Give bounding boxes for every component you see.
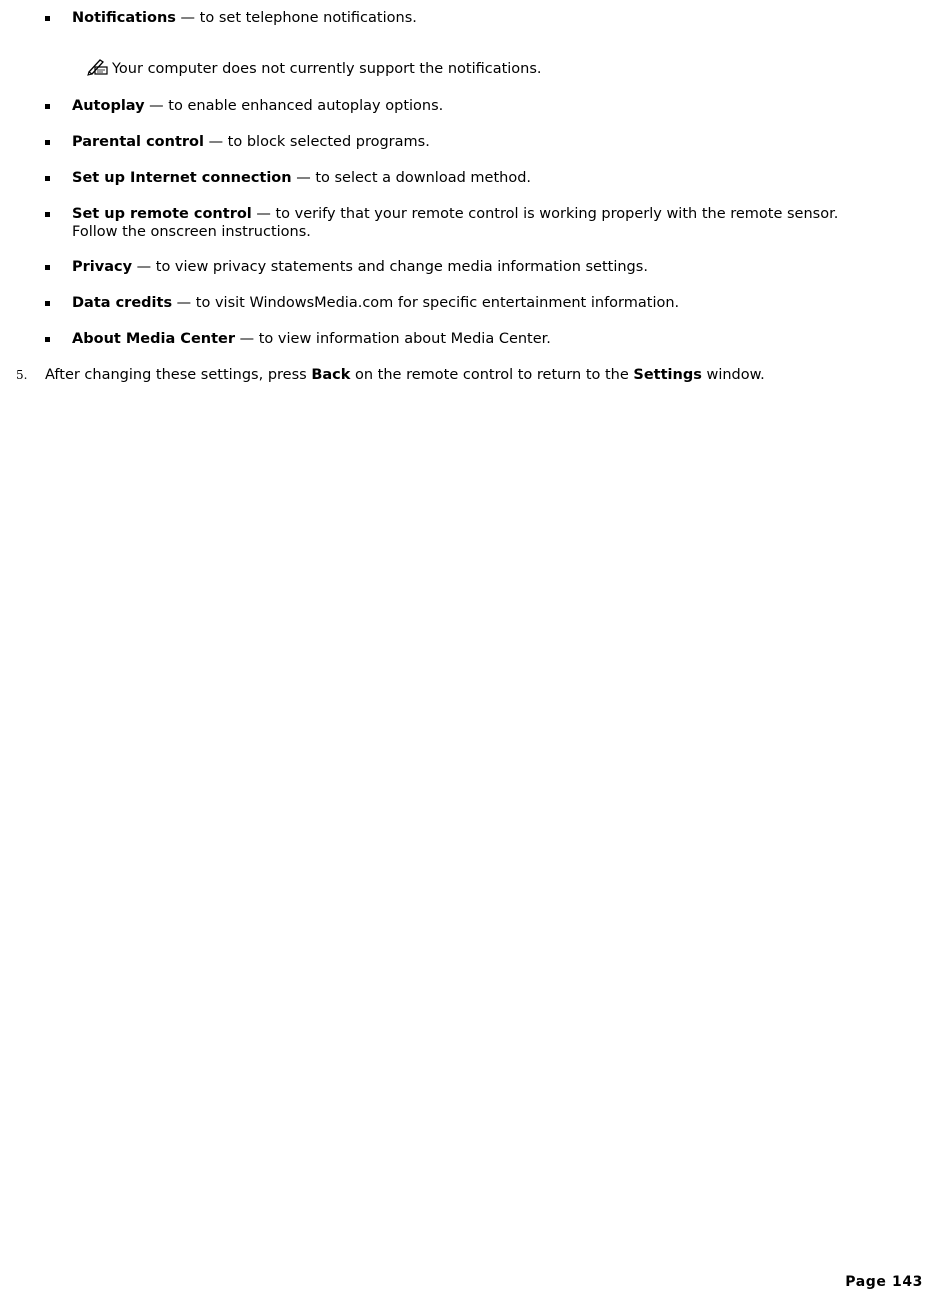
item-term: About Media Center [72,331,236,347]
item-text [72,206,872,241]
bullet-icon [45,16,50,21]
item-desc: — to select a download method. [291,170,532,186]
item-text [72,170,872,188]
step-text-after: window. [701,367,765,383]
item-desc: — to block selected programs. [203,134,430,150]
bullet-icon [45,301,50,306]
item-desc: — to set telephone notifications. [175,10,417,26]
step-bold-back: Back [311,367,351,383]
item-term: Set up remote control [72,206,252,222]
page-number: Page 143 [845,1274,923,1290]
step-text-middle: on the remote control to return to the [350,367,634,383]
step-text-before: After changing these settings, press [45,367,312,383]
item-term: Privacy [72,259,133,275]
item-text [72,98,872,116]
bullet-icon [45,140,50,145]
note [86,56,786,79]
item-desc-continued: Follow the onscreen instructions. [72,223,311,240]
step-text [45,367,865,385]
item-desc: — to view information about Media Center. [235,331,551,347]
item-term: Autoplay [72,98,145,114]
item-term: Parental control [72,134,204,150]
bullet-icon [45,265,50,270]
item-desc: — to view privacy statements and change media information settings. [132,259,648,275]
item-text [72,331,872,349]
item-desc: — to enable enhanced autoplay options. [144,98,444,114]
bullet-icon [45,212,50,217]
item-text [72,259,872,277]
item-term: Set up Internet connection [72,170,292,186]
step-number: 5. [16,368,28,382]
bullet-icon [45,176,50,181]
item-text [72,10,872,28]
item-text [72,295,872,313]
bullet-icon [45,337,50,342]
item-term: Data credits [72,295,173,311]
item-text [72,134,872,152]
note-pencil-icon [86,56,110,76]
item-desc: — to visit WindowsMedia.com for specific entertainment information. [172,295,680,311]
step-bold-settings: Settings [633,367,702,383]
item-term: Notifications [72,10,176,26]
item-desc: — to verify that your remote control is working properly with the remote sensor. [251,206,839,222]
note-text: Your computer does not currently support the notifications. [112,61,542,77]
bullet-icon [45,104,50,109]
